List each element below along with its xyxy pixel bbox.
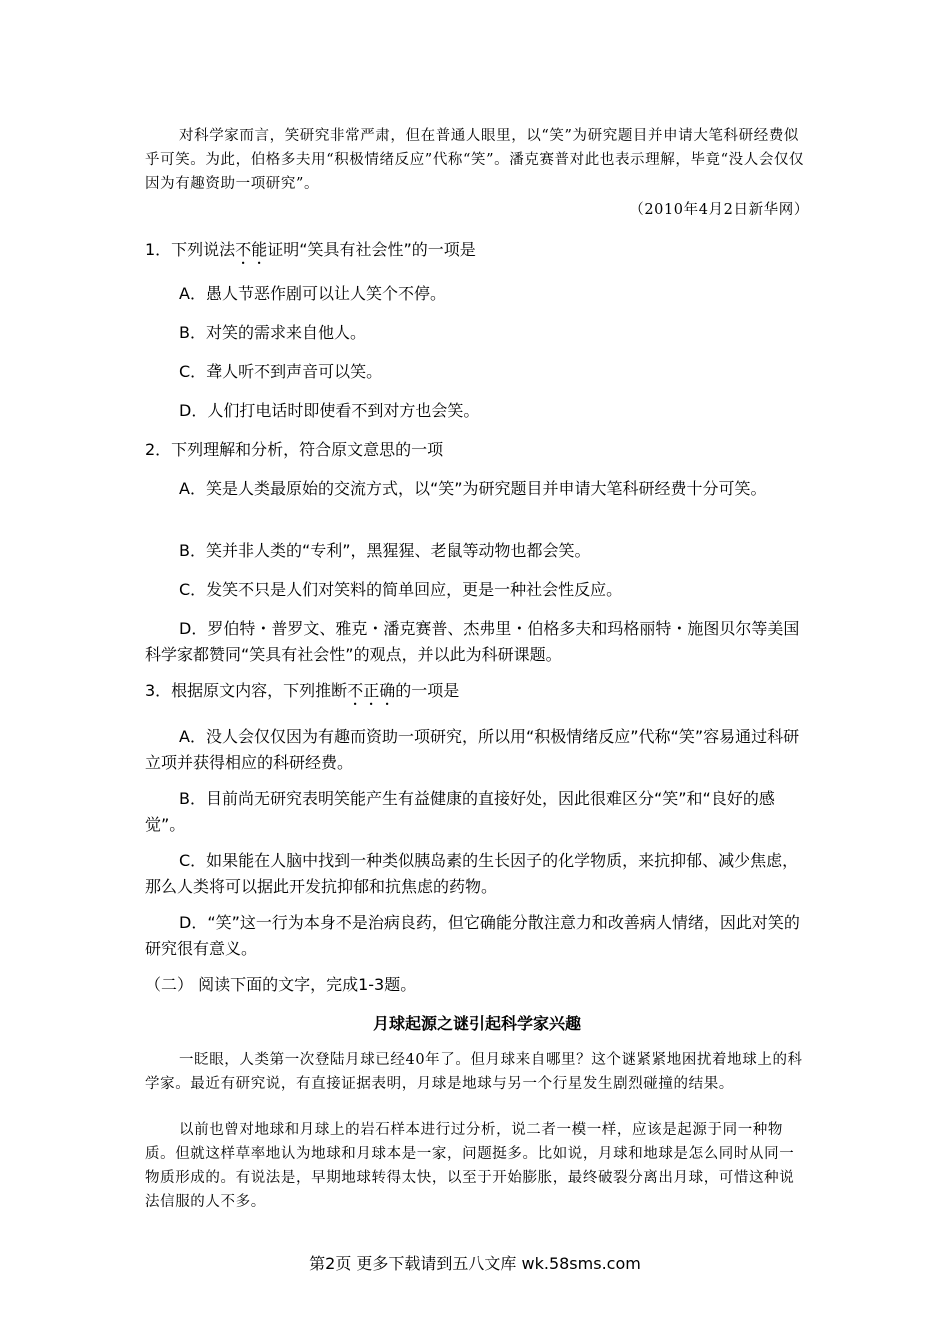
emphasis-text: 不正确 [347, 681, 396, 700]
source-citation: （2010年4月2日新华网） [629, 202, 809, 218]
q3-option-d: D．“笑”这一行为本身不是治病良药，但它确能分散注意力和改善病人情绪，因此对笑的研究很有意义。 [145, 913, 800, 958]
q1-option-b: B．对笑的需求来自他人。 [179, 323, 366, 342]
q1-option-c: C．聋人听不到声音可以笑。 [179, 362, 383, 381]
q1-option-d: D．人们打电话时即使看不到对方也会笑。 [179, 401, 480, 420]
q3-option-a: A．没人会仅仅因为有趣而资助一项研究，所以用“积极情绪反应”代称“笑”容易通过科研立项并获得相应的科研经费。 [145, 727, 800, 772]
article-paragraph-1: 一眨眼，人类第一次登陆月球已经40年了。但月球来自哪里？这个谜紧紧地困扰着地球上的科学家。最近有研究说，有直接证据表明，月球是地球与另一个行星发生剧烈碰撞的结果。 [145, 1052, 803, 1092]
q3-option-c: C．如果能在人脑中找到一种类似胰岛素的生长因子的化学物质，来抗抑郁、减少焦虑，那么人类将可以据此开发抗抑郁和抗焦虑的药物。 [145, 851, 799, 896]
question-3-stem [145, 678, 809, 709]
q3-option-b: B．目前尚无研究表明笑能产生有益健康的直接好处，因此很难区分“笑”和“良好的感觉”。 [145, 789, 775, 834]
article-title: 月球起源之谜引起科学家兴趣 [372, 1014, 581, 1033]
question-2-stem: 2．下列理解和分析，符合原文意思的一项 [145, 440, 444, 459]
stem-text: 1．下列说法 [145, 240, 236, 259]
q2-option-d: D．罗伯特・普罗文、雅克・潘克赛普、杰弗里・伯格多夫和玛格丽特・施图贝尔等美国科学家都赞同“笑具有社会性”的观点，并以此为科研课题。 [145, 619, 800, 664]
q2-option-b: B．笑并非人类的“专利”，黑猩猩、老鼠等动物也都会笑。 [179, 541, 591, 560]
question-1-stem [145, 237, 809, 268]
stem-text: 3．根据原文内容，下列推断 [145, 681, 348, 700]
page-footer: 第2页 更多下载请到五八文库 wk.58sms.com [309, 1254, 641, 1273]
stem-text: 的一项是 [395, 681, 460, 700]
emphasis-text: 不能 [235, 240, 268, 259]
section-heading: （二） 阅读下面的文字，完成1-3题。 [145, 975, 417, 994]
q2-option-c: C．发笑不只是人们对笑料的简单回应，更是一种社会性反应。 [179, 580, 623, 599]
passage-paragraph: 对科学家而言，笑研究非常严肃，但在普通人眼里，以“笑”为研究题目并申请大笔科研经费似乎可笑。为此，伯格多夫用“积极情绪反应”代称“笑”。潘克赛普对此也表示理解，毕竟“没人会仅仅因为有趣资助一项研究”。 [145, 128, 805, 192]
q1-option-a: A．愚人节恶作剧可以让人笑个不停。 [179, 284, 446, 303]
article-paragraph-2: 以前也曾对地球和月球上的岩石样本进行过分析，说二者一模一样，应该是起源于同一种物质。但就这样草率地认为地球和月球本是一家，问题挺多。比如说，月球和地球是怎么同时从同一物质形成的。有说法是，早期地球转得太快，以至于开始膨胀，最终破裂分离出月球，可惜这种说法信服的人不多。 [145, 1122, 795, 1210]
stem-text: 证明“笑具有社会性”的一项是 [267, 240, 476, 259]
q2-option-a: A．笑是人类最原始的交流方式，以“笑”为研究题目并申请大笔科研经费十分可笑。 [179, 479, 767, 498]
